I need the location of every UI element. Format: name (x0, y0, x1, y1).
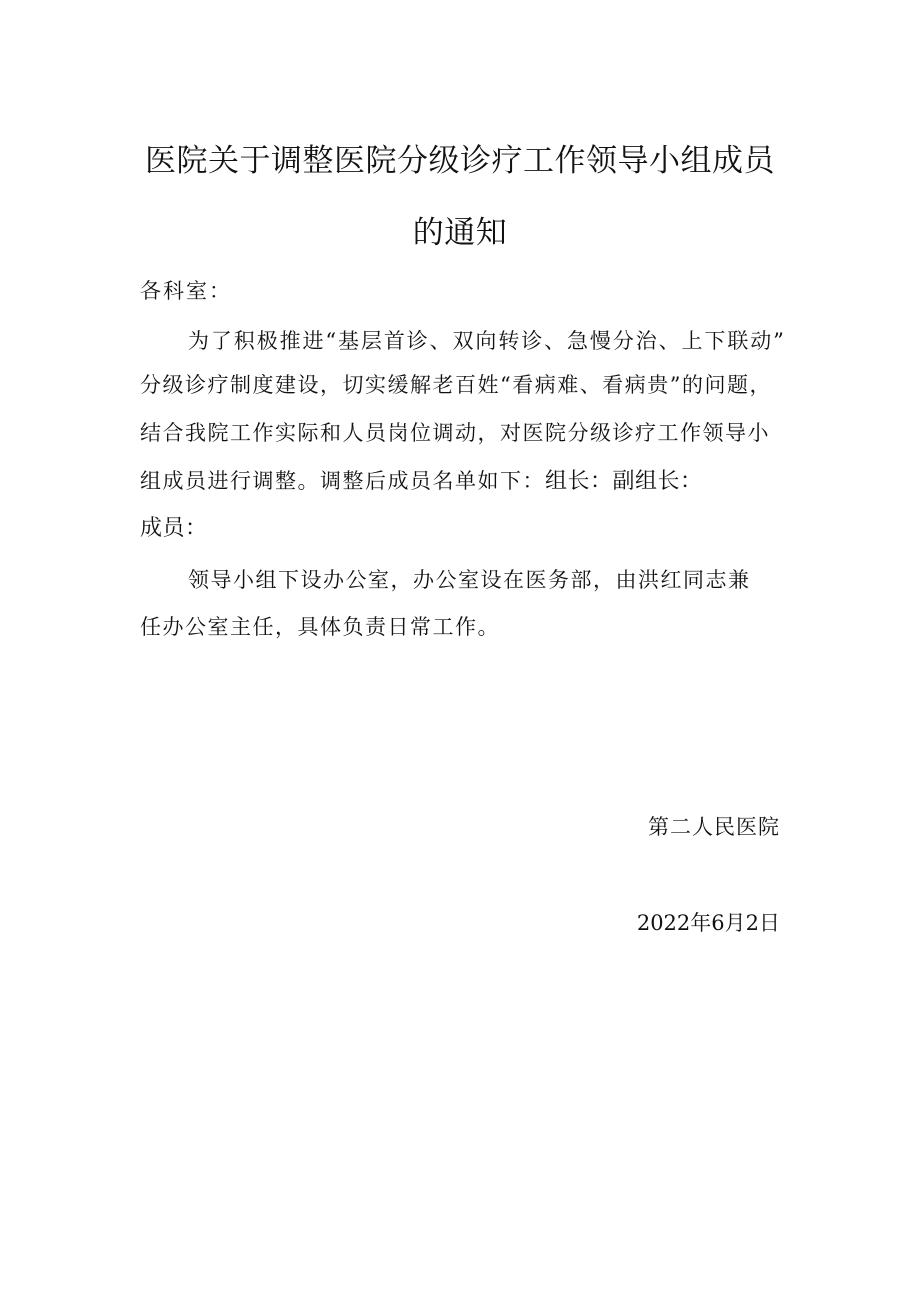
members-label: 成员： (140, 516, 208, 541)
paragraph-1-line-4 (140, 466, 703, 497)
notice-title-line-2: 的通知 (412, 215, 508, 251)
signature-organization: 第二人民医院 (648, 815, 780, 839)
signature-date: 2022年6月2日 (636, 911, 780, 935)
paragraph-2-line-2: 任办公室主任，具体负责日常工作。 (140, 615, 500, 639)
leader-roles: 组长：副组长： (545, 469, 703, 494)
paragraph-1-line-4-text: 组成员进行调整。调整后成员名单如下： (140, 469, 545, 493)
paragraph-1-line-3: 结合我院工作实际和人员岗位调动，对医院分级诊疗工作领导小 (140, 421, 770, 445)
paragraph-1-line-1: 为了积极推进“基层首诊、双向转诊、急慢分治、上下联动” (188, 329, 786, 353)
salutation: 各科室： (140, 279, 232, 303)
notice-title-line-1: 医院关于调整医院分级诊疗工作领导小组成员 (145, 143, 775, 179)
paragraph-2-line-1: 领导小组下设办公室，办公室设在医务部，由洪红同志兼 (188, 568, 751, 592)
paragraph-1-line-2: 分级诊疗制度建设，切实缓解老百姓“看病难、看病贵”的问题， (140, 373, 772, 397)
